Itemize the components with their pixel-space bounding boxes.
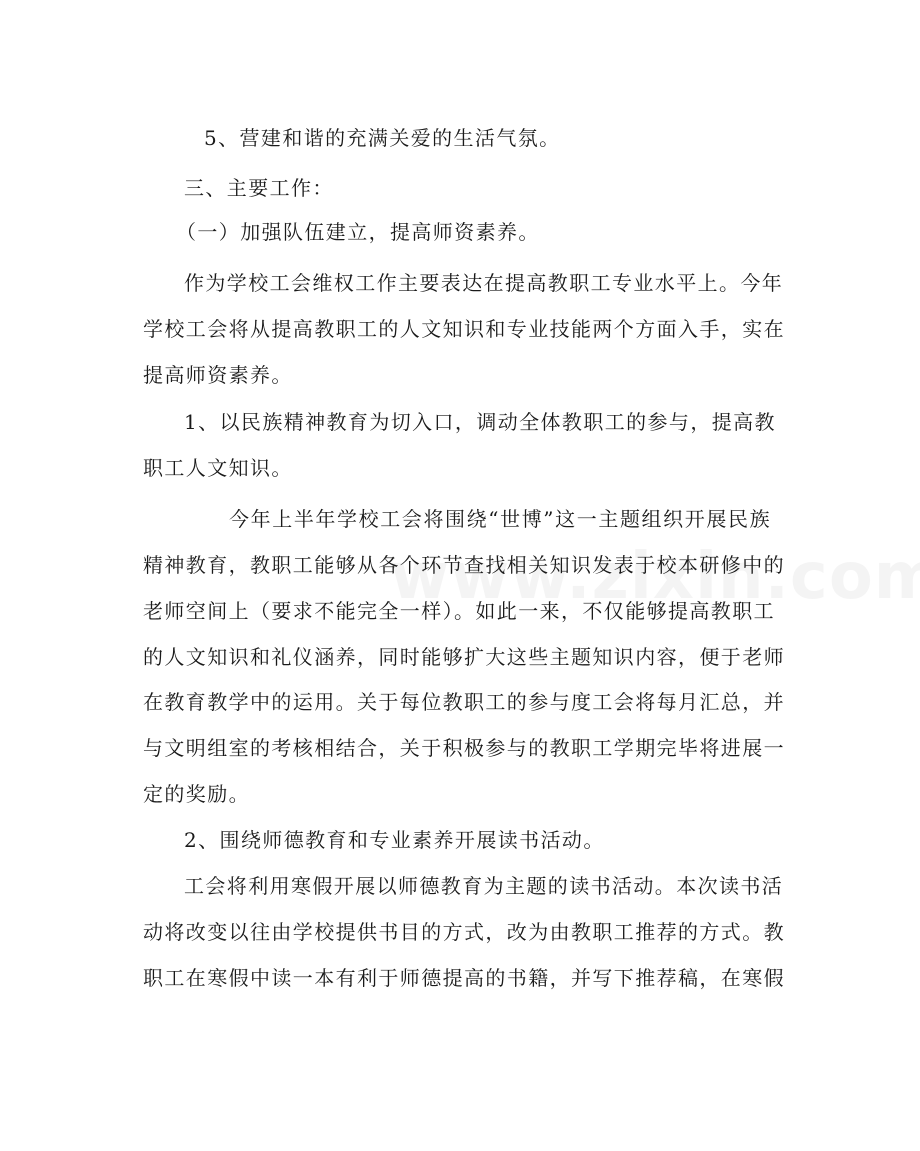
paragraph-line: 工会将利用寒假开展以师德教育为主题的读书活动。本次读书活 (184, 874, 784, 898)
paragraph-line: 与文明组室的考核相结合，关于积极参与的教职工学期完毕将进展一 (143, 736, 785, 760)
paragraph-line: 作为学校工会维权工作主要表达在提高教职工专业水平上。今年 (184, 271, 784, 295)
section-heading: 三、主要工作： (184, 176, 334, 200)
paragraph-line: 今年上半年学校工会将围绕“世博”这一主题组织开展民族 (229, 507, 771, 531)
paragraph-line: 动将改变以往由学校提供书目的方式，改为由教职工推荐的方式。教 (143, 920, 785, 944)
numbered-item-heading: 1、以民族精神教育为切入口，调动全体教职工的参与，提高教 (184, 410, 776, 434)
paragraph-line: 精神教育，教职工能够从各个环节查找相关知识发表于校本研修中的 (143, 553, 785, 577)
paragraph-line: 在教育教学中的运用。关于每位教职工的参与度工会将每月汇总，并 (143, 690, 785, 714)
paragraph-line: 定的奖励。 (143, 782, 250, 806)
numbered-item-heading: 2、围绕师德教育和专业素养开展读书活动。 (184, 828, 605, 852)
paragraph-line: 提高师资素养。 (143, 363, 293, 387)
paragraph-line: 学校工会将从提高教职工的人文知识和专业技能两个方面入手，实在 (143, 317, 785, 341)
numbered-item-heading: 职工人文知识。 (143, 456, 293, 480)
paragraph-line: 老师空间上（要求不能完全一样）。如此一来，不仅能够提高教职工 (143, 599, 775, 623)
subsection-heading: （一）加强队伍建立，提高师资素养。 (176, 220, 540, 244)
paragraph-line: 职工在寒假中读一本有利于师德提高的书籍，并写下推荐稿，在寒假 (143, 966, 785, 990)
list-item-5: 5、营建和谐的充满关爱的生活气氛。 (204, 126, 561, 150)
paragraph-line: 的人文知识和礼仪涵养，同时能够扩大这些主题知识内容，便于老师 (143, 645, 785, 669)
